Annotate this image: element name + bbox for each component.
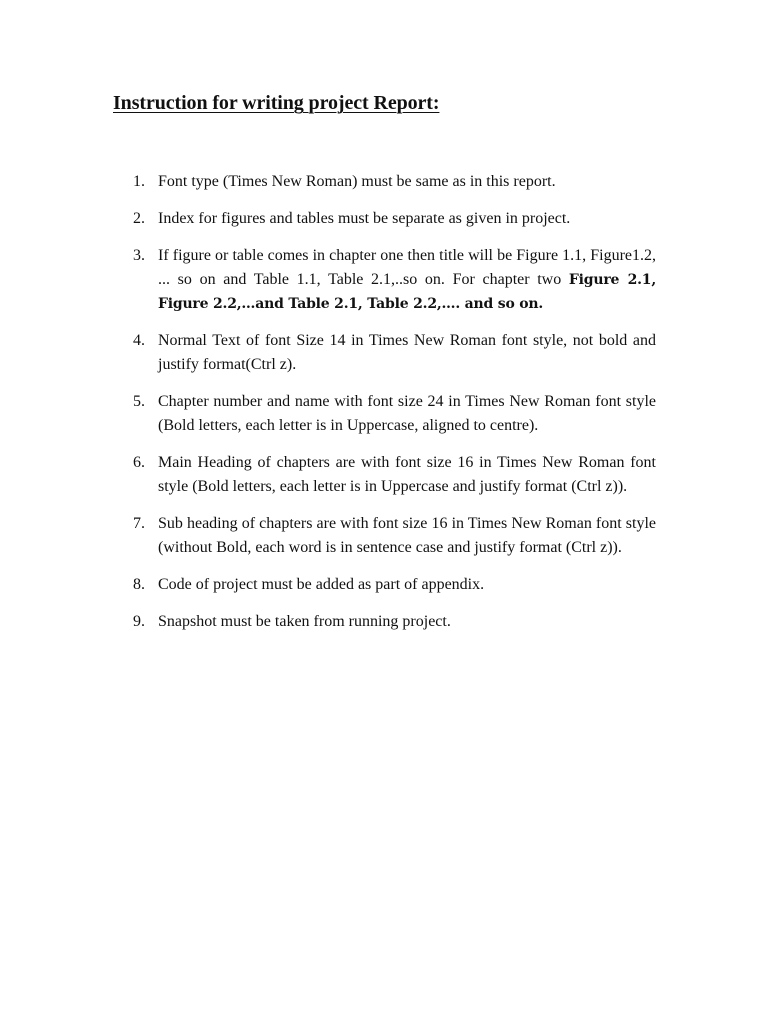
list-item-text: Snapshot must be taken from running project. [158,613,451,630]
list-item-text: Font type (Times New Roman) must be same as in this report. [158,173,556,190]
list-item-text: Sub heading of chapters are with font size 16 in Times New Roman font style (without Bold, each word is in sentence case and justify format (Ctrl z)). [158,515,656,556]
list-item-number: 7. [133,515,145,532]
page-title: Instruction for writing project Report: [113,92,440,114]
list-item-bold-text: Figure 2.1, Figure 2.2,…and Table 2.1, Table 2.2,…. and so on. [158,272,657,312]
list-item [130,512,656,560]
list-item [130,451,656,499]
list-item-text: Chapter number and name with font size 24 in Times New Roman font style (Bold letters, each letter is in Uppercase, aligned to centre). [158,393,656,434]
list-item [130,329,656,377]
list-item-number: 1. [133,173,145,190]
list-item [130,610,656,634]
list-item-number: 8. [133,576,145,593]
list-item [130,207,656,231]
list-item-number: 3. [133,247,145,264]
list-item-text: Code of project must be added as part of appendix. [158,576,485,593]
list-item-number: 2. [133,210,145,227]
list-item-number: 5. [133,393,145,410]
list-item [130,573,656,597]
list-item-text: Index for figures and tables must be separate as given in project. [158,210,571,227]
list-item-number: 9. [133,613,145,630]
instruction-list [130,170,656,634]
list-item-text: Normal Text of font Size 14 in Times New Roman font style, not bold and justify format(Ctrl z). [158,332,656,373]
list-item [130,390,656,438]
list-item [130,170,656,194]
list-item-text-wrapper [158,244,656,316]
list-item-text: If figure or table comes in chapter one then title will be Figure 1.1, Figure1.2, ... so on and Table 1.1, Table 2.1,..so on. For chapter two [158,247,656,288]
list-item-number: 6. [133,454,145,471]
list-item-number: 4. [133,332,145,349]
list-item-text: Main Heading of chapters are with font size 16 in Times New Roman font style (Bold letters, each letter is in Uppercase and justify format (Ctrl z)). [158,454,656,495]
list-item [130,244,656,316]
